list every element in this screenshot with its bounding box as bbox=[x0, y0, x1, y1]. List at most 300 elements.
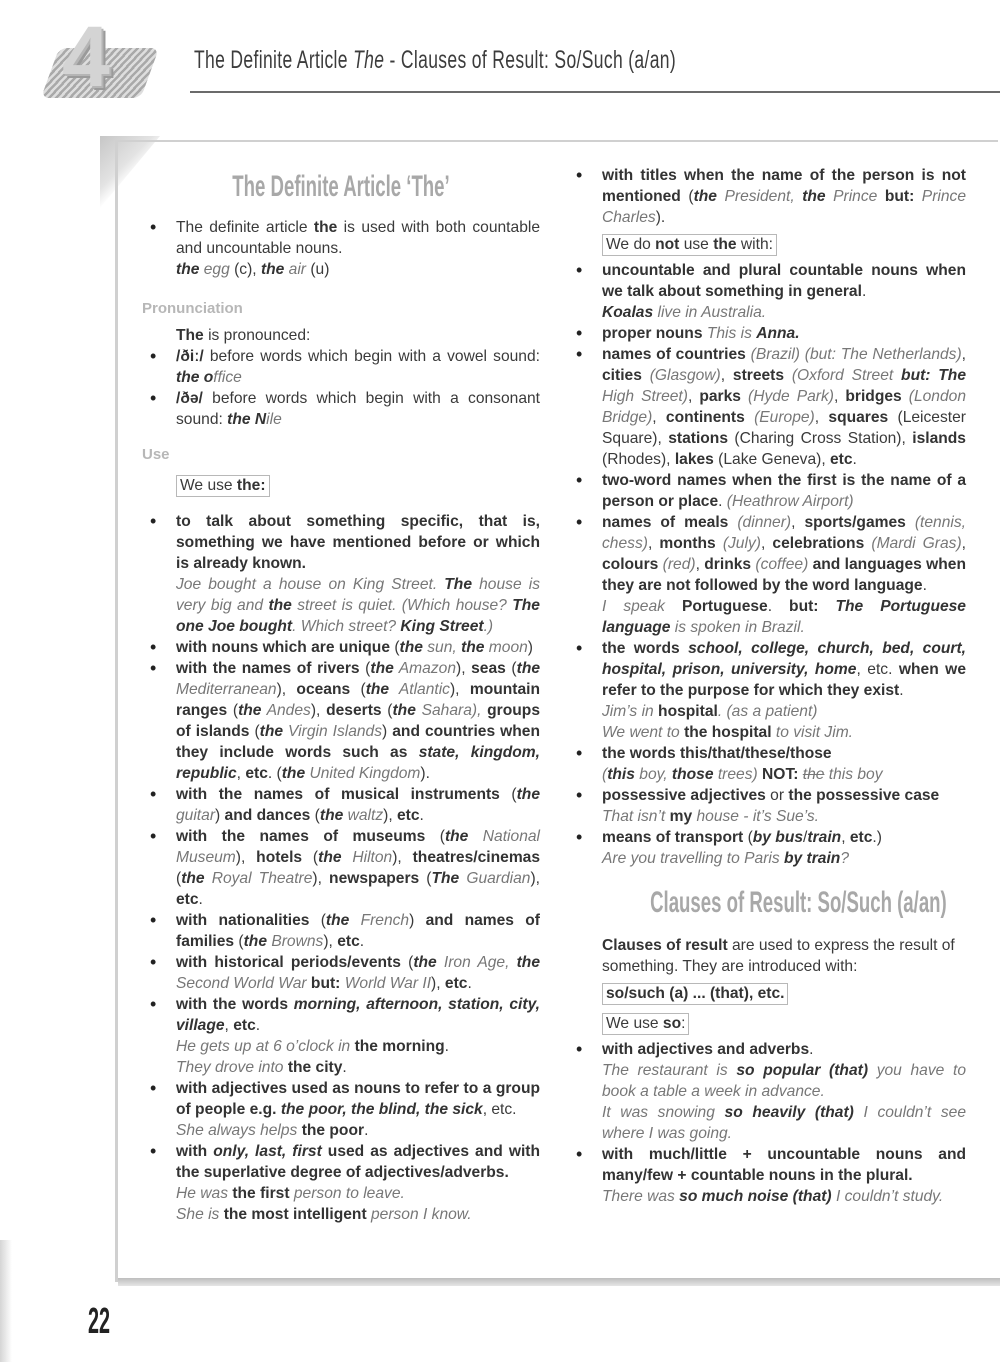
formula-box bbox=[602, 983, 788, 1005]
text-run: the bbox=[243, 933, 267, 950]
list-item bbox=[142, 511, 540, 637]
text-run: ( bbox=[359, 660, 371, 677]
text-run: the bbox=[318, 849, 342, 866]
text-run: squares bbox=[828, 409, 889, 426]
text-run: or bbox=[765, 787, 789, 804]
text-run: etc bbox=[444, 975, 468, 992]
text-run: , etc. bbox=[856, 661, 899, 678]
text-run: ( bbox=[425, 828, 445, 845]
list-item bbox=[142, 658, 540, 784]
text-run: trees) bbox=[713, 766, 763, 783]
text-run: Guardian bbox=[459, 870, 531, 887]
text-run: the bbox=[260, 261, 285, 278]
text-run: , bbox=[652, 409, 666, 426]
text-run: : bbox=[681, 1015, 686, 1032]
text-run: Mediterranean bbox=[176, 681, 277, 698]
text-run: . (as a patient) bbox=[717, 703, 818, 720]
text-run: . bbox=[359, 933, 365, 950]
text-run: the poor bbox=[301, 1122, 365, 1139]
text-run: the o bbox=[176, 369, 214, 386]
chapter-number: 4 bbox=[62, 9, 110, 105]
text-run: This is bbox=[706, 325, 757, 342]
text-run: , bbox=[961, 346, 966, 363]
text-run: etc bbox=[176, 891, 199, 908]
text-run: the bbox=[259, 723, 284, 740]
text-run: (London Bridge) bbox=[602, 388, 966, 426]
text-run: Are you travelling to Paris bbox=[602, 850, 785, 867]
text-run: air bbox=[284, 261, 306, 278]
text-run: Hilton bbox=[341, 849, 393, 866]
text-run: . bbox=[861, 283, 867, 300]
text-run: sports/games bbox=[804, 514, 906, 531]
list-item bbox=[568, 323, 966, 344]
text-run: etc bbox=[830, 451, 853, 468]
text-run: Virgin Islands bbox=[283, 723, 383, 740]
text-run: ( bbox=[505, 660, 517, 677]
text-run: and languages when they are not followed by the word language bbox=[602, 556, 966, 594]
text-run: . bbox=[467, 975, 472, 992]
text-run: (Rhodes), bbox=[602, 451, 675, 468]
text-run: ) bbox=[409, 912, 426, 929]
page-number: 22 bbox=[88, 1300, 111, 1341]
text-run: deserts bbox=[326, 702, 382, 719]
text-run: before words which begin with a consonant sound: bbox=[176, 390, 540, 428]
text-run: used as adjectives and with the superlative degree of adjectives/adverbs. bbox=[176, 1143, 540, 1181]
text-run: / bbox=[803, 829, 808, 846]
text-run: so bbox=[662, 1015, 682, 1032]
text-run: We use bbox=[180, 477, 237, 494]
section-title-definite-article: The Definite Article ‘The’ bbox=[232, 170, 450, 203]
text-run: . bbox=[809, 1041, 814, 1058]
text-run: The restaurant is bbox=[602, 1062, 737, 1079]
text-run: etc bbox=[233, 1017, 256, 1034]
we-do-not-use-box bbox=[602, 234, 777, 256]
list-item bbox=[568, 1039, 966, 1144]
text-run: , bbox=[236, 765, 246, 782]
text-run: ( bbox=[350, 681, 366, 698]
text-run: etc bbox=[245, 765, 268, 782]
text-run: , bbox=[687, 388, 700, 405]
text-run: ( bbox=[499, 786, 517, 803]
text-run: so much noise (that) bbox=[679, 1188, 832, 1205]
text-run: lakes bbox=[674, 451, 714, 468]
text-run: the bbox=[268, 597, 292, 614]
text-run: .) bbox=[872, 829, 882, 846]
text-run: ( bbox=[176, 870, 182, 887]
text-run: (red) bbox=[658, 556, 696, 573]
text-run: stations bbox=[668, 430, 729, 447]
text-run: ). bbox=[420, 765, 430, 782]
text-run: . bbox=[198, 891, 203, 908]
text-run: the bbox=[365, 681, 390, 698]
text-run: , bbox=[841, 829, 850, 846]
text-run: , bbox=[961, 535, 966, 552]
left-column bbox=[142, 165, 540, 1225]
text-run: ), bbox=[392, 849, 413, 866]
text-run: morning, afternoon, station, city, village bbox=[176, 996, 540, 1034]
list-item bbox=[142, 637, 540, 658]
text-run: National Museum bbox=[176, 828, 541, 866]
text-run: street is quiet. (Which house? bbox=[291, 597, 513, 614]
text-run: is used with both countable and uncountable nouns. bbox=[176, 219, 540, 257]
chapter-number-badge bbox=[40, 9, 150, 105]
pronunciation-heading: Pronunciation bbox=[142, 300, 243, 317]
text-run: Clauses of result bbox=[602, 937, 728, 954]
text-run: (July) bbox=[715, 535, 761, 552]
text-run: Prince bbox=[825, 188, 885, 205]
text-run: ( bbox=[400, 954, 414, 971]
text-run: moon bbox=[484, 639, 528, 656]
we-use-the-box bbox=[176, 475, 270, 497]
text-run: streets bbox=[732, 367, 785, 384]
text-run: The bbox=[431, 870, 460, 887]
text-run: this boy bbox=[824, 766, 883, 783]
text-run: Joe bought a house on King Street. bbox=[176, 576, 445, 593]
text-run: with the names of musical instruments bbox=[176, 786, 500, 803]
text-run: the bbox=[238, 702, 262, 719]
text-run: with the names of rivers bbox=[176, 660, 360, 677]
list-item bbox=[568, 743, 966, 785]
text-run: . bbox=[899, 682, 904, 699]
text-run: house - it’s Sue’s. bbox=[692, 808, 819, 825]
text-run: , bbox=[647, 535, 660, 552]
list-item bbox=[568, 470, 966, 512]
text-run: .) bbox=[483, 618, 494, 635]
text-run: theatres/cinemas bbox=[412, 849, 541, 866]
text-run: house is very big and bbox=[176, 576, 540, 614]
text-run: the bbox=[802, 766, 825, 783]
text-run: ), bbox=[456, 660, 472, 677]
text-run: with: bbox=[736, 236, 773, 253]
text-run: . bbox=[419, 807, 424, 824]
text-run: boy, bbox=[634, 766, 672, 783]
text-run: names of countries bbox=[602, 346, 751, 363]
text-run: We do bbox=[606, 236, 656, 253]
text-run: ( bbox=[419, 870, 432, 887]
text-run: the: bbox=[236, 477, 266, 494]
text-run: . bbox=[342, 1059, 347, 1076]
text-run: ( bbox=[381, 702, 393, 719]
text-run: the bbox=[413, 954, 437, 971]
text-run: (Hyde Park) bbox=[740, 388, 834, 405]
text-run: sun, bbox=[422, 639, 462, 656]
text-run: ), bbox=[323, 933, 338, 950]
text-run: ) bbox=[527, 639, 533, 656]
not-uses-list bbox=[568, 260, 966, 869]
text-run: continents bbox=[665, 409, 745, 426]
text-run: the bbox=[399, 639, 423, 656]
unit-title-italic: The bbox=[353, 46, 385, 74]
text-run: (Mardi Gras) bbox=[864, 535, 962, 552]
text-run: the words bbox=[602, 640, 689, 657]
text-run: the bbox=[319, 807, 344, 824]
text-run: . bbox=[922, 577, 927, 594]
text-run: , bbox=[224, 1017, 234, 1034]
text-run: We went to bbox=[602, 724, 685, 741]
text-run: The one Joe bought bbox=[176, 597, 540, 635]
text-run: you have to book a table a week in advance. bbox=[602, 1062, 966, 1100]
text-run: and dances bbox=[224, 807, 311, 824]
so-uses-list bbox=[568, 1039, 966, 1207]
we-use-so-box bbox=[602, 1013, 689, 1035]
text-run: , bbox=[833, 388, 846, 405]
text-run: are used to express the result of something. They are introduced with: bbox=[602, 937, 955, 975]
text-run: and names of families bbox=[176, 912, 540, 950]
text-run: the bbox=[802, 188, 826, 205]
pronunciation-list bbox=[142, 346, 540, 430]
text-run: guitar bbox=[176, 807, 216, 824]
text-run: two-word names when the first is the name of a person or place bbox=[602, 472, 966, 510]
text-run: the N bbox=[227, 411, 267, 428]
text-run: . bbox=[852, 451, 857, 468]
text-run: Second World War bbox=[176, 975, 311, 992]
uses-list bbox=[142, 511, 540, 1225]
titles-list bbox=[576, 165, 966, 228]
page-spine-shadow bbox=[0, 1240, 12, 1362]
text-run: ), bbox=[383, 807, 397, 824]
text-run: when we refer to the purpose for which they exist bbox=[602, 661, 966, 699]
text-run: (Heathrow Airport) bbox=[726, 493, 854, 510]
text-run: to visit Jim. bbox=[771, 724, 854, 741]
text-run: United Kingdom bbox=[305, 765, 421, 782]
list-item bbox=[142, 826, 540, 910]
text-run: . bbox=[444, 1038, 449, 1055]
text-run: Portuguese bbox=[681, 598, 768, 615]
text-run: the bbox=[713, 236, 737, 253]
text-run: the bbox=[444, 828, 469, 845]
text-run: is pronounced: bbox=[203, 327, 311, 344]
text-run: so/such (a) ... (that), etc. bbox=[606, 985, 785, 1002]
text-run: Koalas bbox=[602, 304, 654, 321]
list-item bbox=[568, 512, 966, 638]
text-run: months bbox=[659, 535, 716, 552]
text-run: ? bbox=[840, 850, 850, 867]
list-item bbox=[568, 165, 966, 228]
text-run: so heavily (that) bbox=[724, 1104, 854, 1121]
text-run: live in Australia. bbox=[653, 304, 767, 321]
text-run: He gets up at 6 o’clock in bbox=[176, 1038, 355, 1055]
text-run: the bbox=[325, 912, 350, 929]
text-run: with the words bbox=[176, 996, 294, 1013]
text-run: (Brazil) (but: The Netherlands) bbox=[750, 346, 962, 363]
text-run: (Glasgow) bbox=[641, 367, 721, 384]
text-run: Anna. bbox=[756, 325, 800, 342]
text-run: Iron Age, bbox=[436, 954, 517, 971]
text-run: , bbox=[814, 409, 829, 426]
text-run: the words this/that/these/those bbox=[602, 745, 832, 762]
text-run: ). bbox=[655, 209, 666, 226]
text-run: High Street) bbox=[602, 388, 688, 405]
text-run: with much/little + uncountable nouns and many/few + countable nouns in the plural. bbox=[602, 1146, 966, 1184]
text-run: waltz bbox=[343, 807, 384, 824]
text-run: ile bbox=[266, 411, 282, 428]
list-item bbox=[142, 1078, 540, 1141]
text-run: uncountable and plural countable nouns when we talk about something in general bbox=[602, 262, 966, 300]
text-run: There was bbox=[602, 1188, 680, 1205]
list-item bbox=[142, 346, 540, 388]
text-run: . bbox=[364, 1122, 369, 1139]
text-run: Browns bbox=[267, 933, 324, 950]
text-run: (coffee) bbox=[751, 556, 813, 573]
text-run: President, bbox=[716, 188, 803, 205]
intro-list bbox=[142, 217, 540, 280]
text-run: , bbox=[791, 514, 805, 531]
text-run: . ( bbox=[267, 765, 282, 782]
text-run: ( bbox=[309, 912, 326, 929]
text-run: train bbox=[807, 829, 842, 846]
text-run: the bbox=[461, 639, 485, 656]
text-run: ), bbox=[310, 702, 327, 719]
text-run: the bbox=[176, 261, 200, 278]
text-run: with titles when the name of the person is not mentioned bbox=[602, 167, 966, 205]
list-item bbox=[568, 638, 966, 743]
text-run: person to leave. bbox=[289, 1185, 405, 1202]
text-run: so popular (that) bbox=[736, 1062, 869, 1079]
text-run: parks bbox=[699, 388, 741, 405]
text-run: Amazon bbox=[393, 660, 456, 677]
unit-title bbox=[194, 46, 676, 75]
text-run: (Lake Geneva), bbox=[713, 451, 830, 468]
text-run: but: bbox=[310, 975, 341, 992]
unit-title-part1: The Definite Article bbox=[194, 46, 354, 74]
text-run: Sahara), bbox=[415, 702, 482, 719]
text-run: (Europe) bbox=[744, 409, 815, 426]
right-column bbox=[576, 165, 966, 1207]
text-run: bridges bbox=[845, 388, 902, 405]
text-run: NOT: bbox=[762, 766, 803, 783]
text-run: ) bbox=[215, 807, 225, 824]
list-item bbox=[142, 217, 540, 280]
text-run: proper nouns bbox=[602, 325, 707, 342]
text-run: She always helps bbox=[176, 1122, 302, 1139]
text-run: /ðiː/ bbox=[176, 348, 204, 365]
text-run: not bbox=[655, 236, 680, 253]
text-run: hospital bbox=[658, 703, 718, 720]
text-run: by train bbox=[784, 850, 841, 867]
text-run: with the names of museums bbox=[176, 828, 426, 845]
text-run: She is bbox=[176, 1206, 224, 1223]
text-run: oceans bbox=[296, 681, 351, 698]
clauses-intro bbox=[576, 935, 966, 977]
text-run: the bbox=[281, 765, 306, 782]
list-item bbox=[142, 388, 540, 430]
unit-title-part2: - Clauses of Result: So/Such (a/an) bbox=[384, 46, 677, 74]
text-run: drinks bbox=[704, 556, 752, 573]
text-run: the possessive case bbox=[788, 787, 940, 804]
text-run: Atlantic bbox=[389, 681, 450, 698]
list-item bbox=[568, 344, 966, 470]
text-run: Andes bbox=[261, 702, 311, 719]
list-item bbox=[142, 784, 540, 826]
text-run: the bbox=[392, 702, 416, 719]
text-run: ( bbox=[249, 723, 260, 740]
header-divider bbox=[190, 91, 1000, 93]
text-run: with nouns which are unique bbox=[176, 639, 390, 656]
text-run: newspapers bbox=[329, 870, 420, 887]
text-run: , bbox=[695, 556, 705, 573]
text-run: ( bbox=[302, 849, 319, 866]
text-run: before words which begin with a vowel sound: bbox=[203, 348, 540, 365]
text-run: , bbox=[760, 535, 773, 552]
text-run: French bbox=[349, 912, 410, 929]
text-run: islands bbox=[912, 430, 966, 447]
text-run: mountain ranges bbox=[176, 681, 541, 719]
text-run: but: bbox=[789, 598, 836, 615]
text-run: ), bbox=[431, 975, 445, 992]
text-run: I couldn’t see where I was going. bbox=[602, 1104, 966, 1142]
text-run: ), bbox=[276, 681, 297, 698]
text-run: etc bbox=[849, 829, 873, 846]
text-run: The bbox=[176, 327, 204, 344]
text-run: I speak bbox=[602, 598, 682, 615]
text-run: the bbox=[181, 870, 205, 887]
text-run: Prince Charles bbox=[602, 188, 966, 226]
list-item bbox=[568, 260, 966, 323]
text-run: is spoken in Brazil. bbox=[670, 619, 805, 636]
text-run: this bbox=[607, 766, 635, 783]
text-run: That isn’t bbox=[602, 808, 670, 825]
text-run: ), bbox=[235, 849, 257, 866]
text-run: etc bbox=[397, 807, 420, 824]
text-run: . Which street? bbox=[292, 618, 401, 635]
text-run: names of meals bbox=[602, 514, 729, 531]
text-run: /ðə/ bbox=[176, 390, 203, 407]
text-run: only, last, first bbox=[213, 1143, 322, 1160]
text-run: , etc. bbox=[482, 1101, 517, 1118]
text-run: King Street bbox=[400, 618, 484, 635]
text-run: ), bbox=[449, 681, 470, 698]
text-run: the poor, the blind, the sick bbox=[280, 1101, 483, 1118]
text-run: ), bbox=[530, 870, 541, 887]
text-run: the bbox=[370, 660, 394, 677]
text-run: ( bbox=[227, 702, 239, 719]
text-run: but: The bbox=[901, 367, 967, 384]
list-item bbox=[568, 1144, 966, 1207]
text-run: ) bbox=[382, 723, 393, 740]
text-run: (Leicester Square), bbox=[602, 409, 966, 447]
text-run: seas bbox=[471, 660, 506, 677]
text-run: (u) bbox=[306, 261, 330, 278]
text-run: with historical periods/events bbox=[176, 954, 401, 971]
text-run: . bbox=[255, 1017, 261, 1034]
text-run: by bus bbox=[752, 829, 804, 846]
text-run: hotels bbox=[256, 849, 303, 866]
pronunciation-intro bbox=[142, 325, 540, 346]
text-run: ), bbox=[312, 870, 330, 887]
text-run: ( bbox=[390, 639, 400, 656]
text-run: (Charing Cross Station), bbox=[728, 430, 913, 447]
text-run: the bbox=[313, 219, 338, 236]
text-run: school, college, church, bed, court, hospital, prison, university, home bbox=[602, 640, 966, 678]
text-run: groups of islands bbox=[176, 702, 540, 740]
text-run: (tennis, chess) bbox=[602, 514, 966, 552]
text-run: The definite article bbox=[176, 219, 314, 236]
text-run: to talk about something specific, that is, something we have mentioned before or which is already known. bbox=[176, 513, 540, 572]
text-run: He was bbox=[176, 1185, 233, 1202]
list-item bbox=[568, 827, 966, 869]
text-run: . bbox=[718, 493, 727, 510]
panel-shadow bbox=[118, 1278, 1000, 1286]
text-run: ( bbox=[234, 933, 244, 950]
text-run: those bbox=[671, 766, 714, 783]
text-run: the first bbox=[232, 1185, 290, 1202]
list-item bbox=[142, 952, 540, 994]
text-run: ( bbox=[743, 829, 753, 846]
text-run: We use bbox=[606, 1015, 663, 1032]
text-run: , bbox=[720, 367, 733, 384]
text-run: the bbox=[516, 954, 540, 971]
text-run: and countries when they include words such as bbox=[176, 723, 541, 761]
